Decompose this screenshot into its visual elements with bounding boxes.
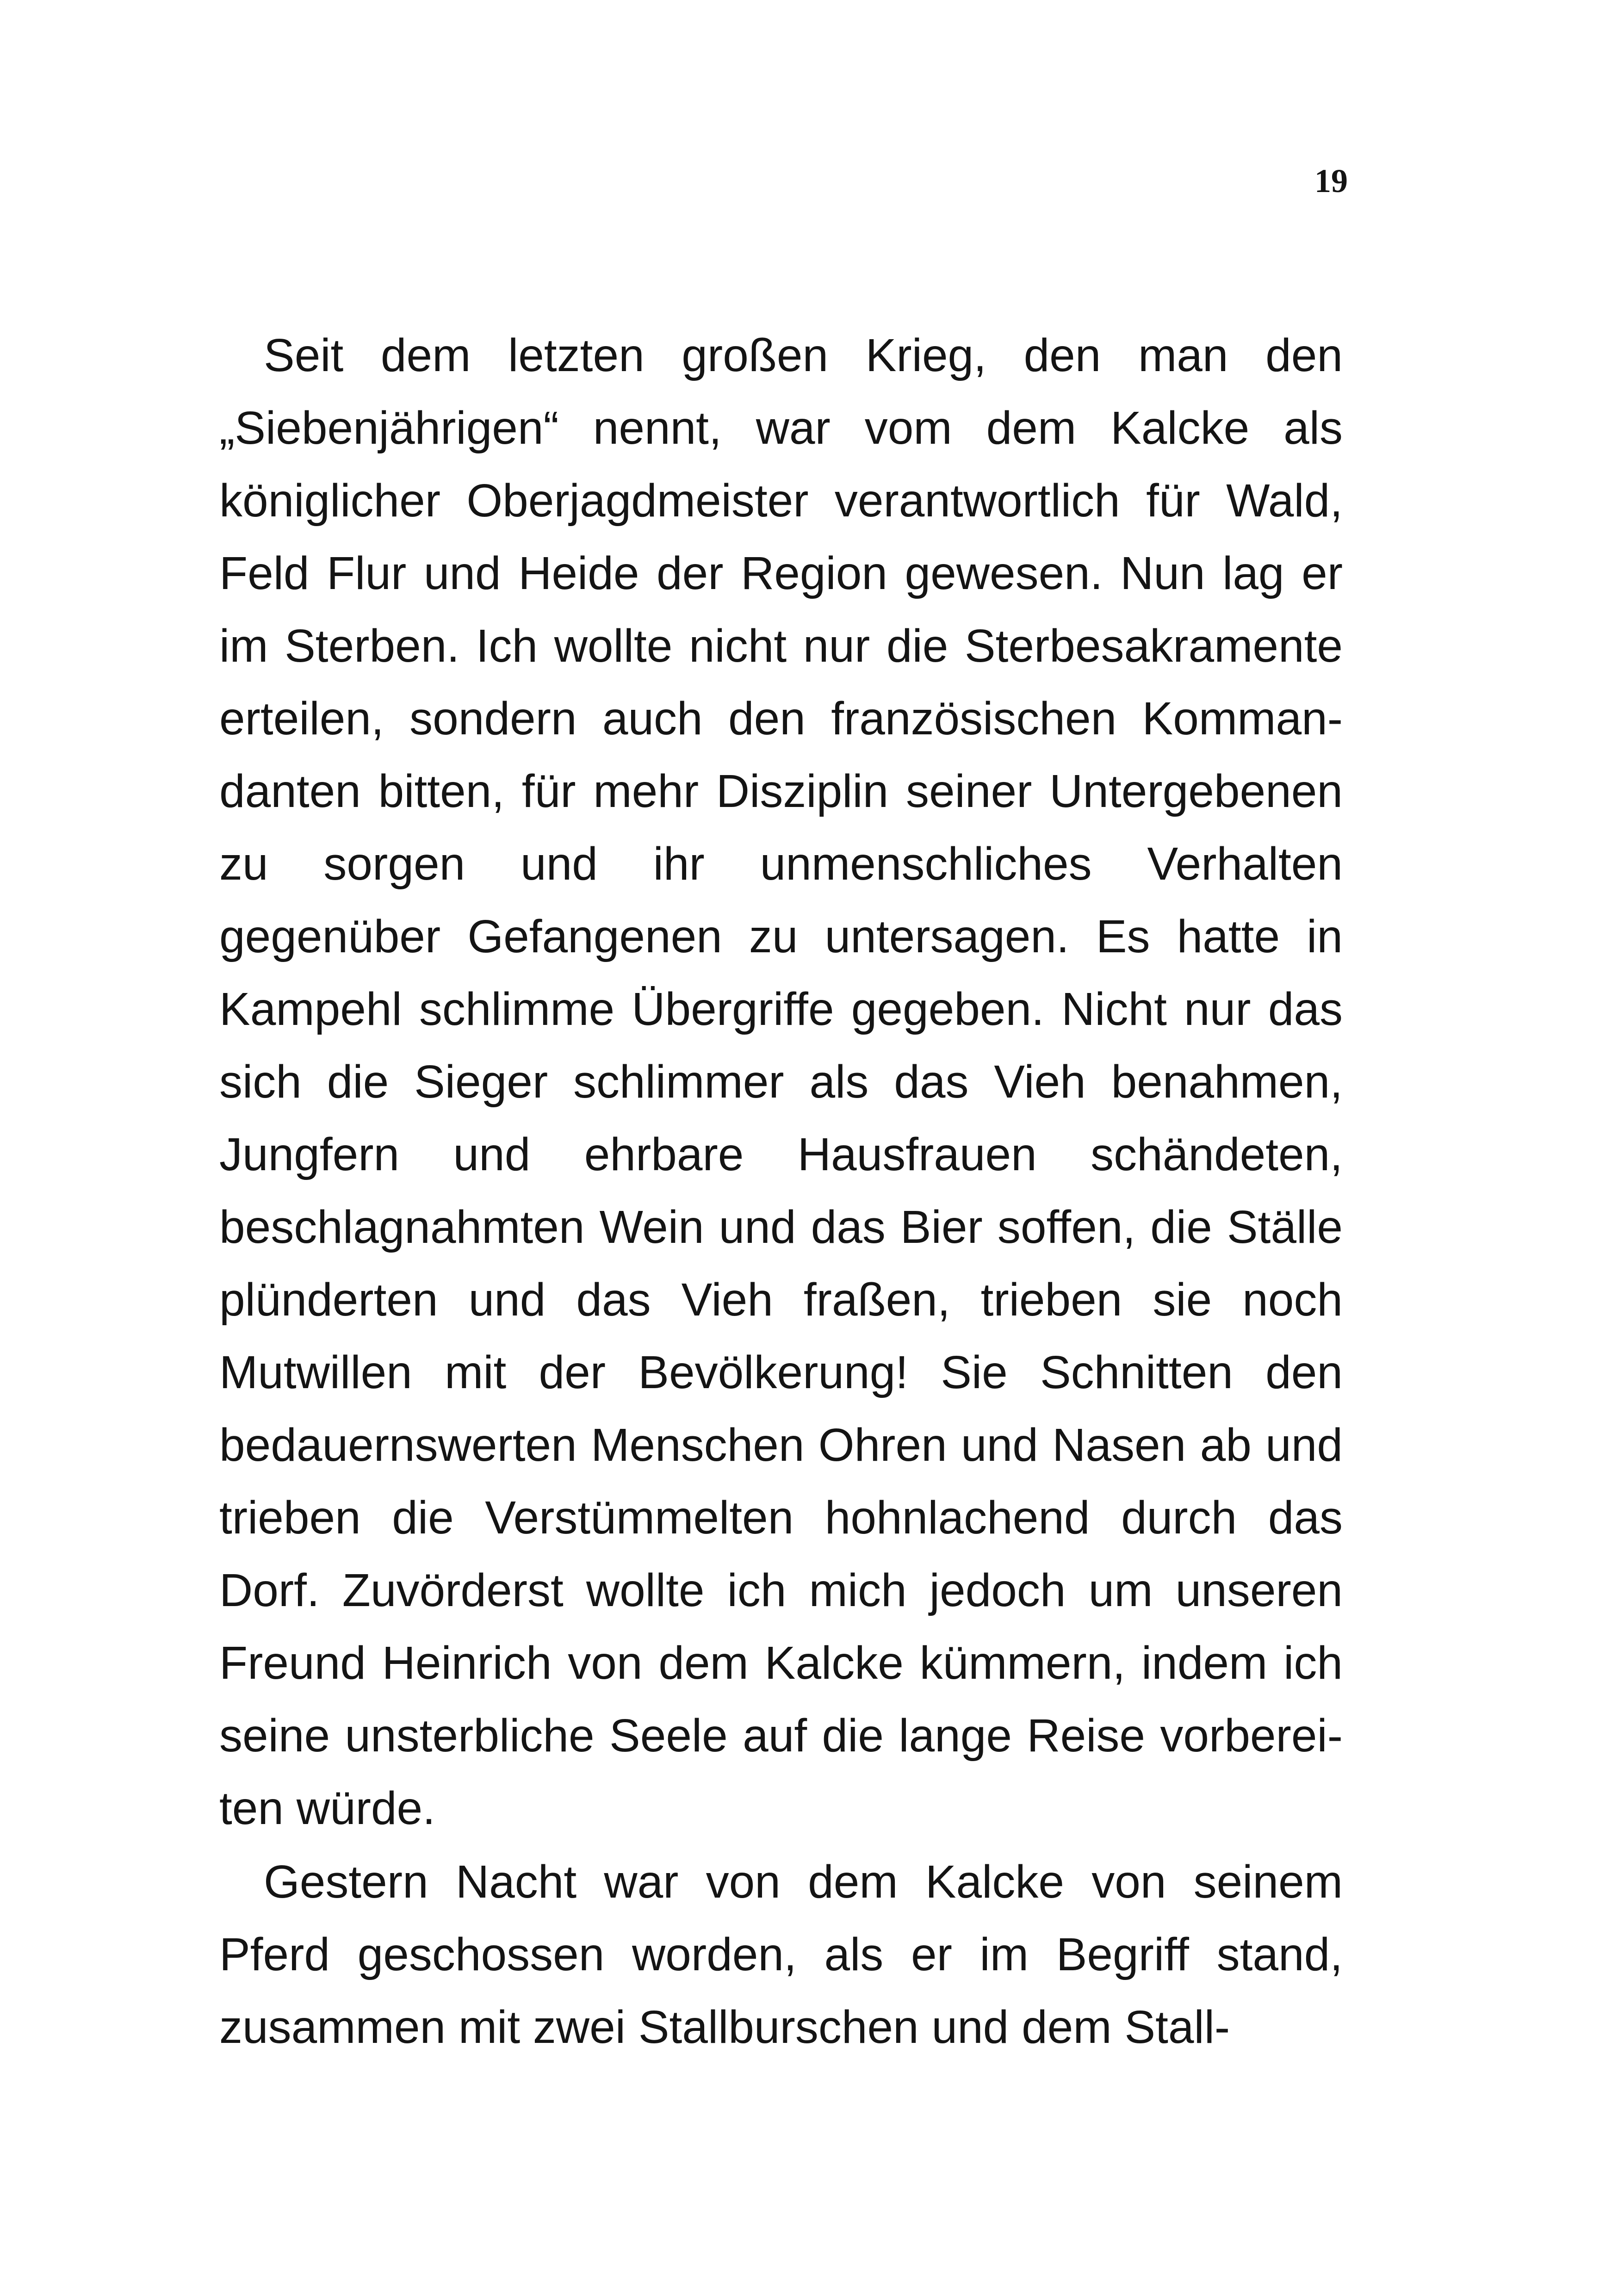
paragraph-2: Gestern Nacht war von dem Kalcke von seinem Pferd geschossen worden, als er im Begriff stand, zusammen mit zwei Stallburschen und dem Stall-: [219, 1856, 1343, 2053]
paragraph-1: Seit dem letzten großen Krieg, den man den „Siebenjährigen“ nennt, war vom dem Kalcke als königlicher Oberjagdmeister verantwortlich für Wald, Feld Flur und Heide der Region gewesen. Nun lag er im Sterben. Ich wollte nicht nur die Sterbesakramente erteilen, sondern auch den französischen Kommandanten bitten, für mehr Disziplin seiner Untergebenen zu sorgen und ihr unmenschliches Verhalten gegenüber Gefangenen zu untersagen. Es hatte in Kampehl schlimme Übergriffe gegeben. Nicht nur das sich die Sieger schlimmer als das Vieh benahmen, Jungfern und ehrbare Hausfrauen schändeten, beschlagnahmten Wein und das Bier soffen, die Ställe plünderten und das Vieh fraßen, trieben sie noch Mutwillen mit der Bevölkerung! Sie Schnitten den bedauernswerten Menschen Ohren und Nasen ab und trieben die Verstümmelten hohnlachend durch das Dorf. Zuvörderst wollte ich mich jedoch um unseren Freund Heinrich von dem Kalcke kümmern, indem ich seine unsterbliche Seele auf die lange Reise vorbereiten würde.: [219, 329, 1343, 1834]
body-text: [219, 319, 1343, 2064]
page-number: 19: [1314, 162, 1348, 199]
